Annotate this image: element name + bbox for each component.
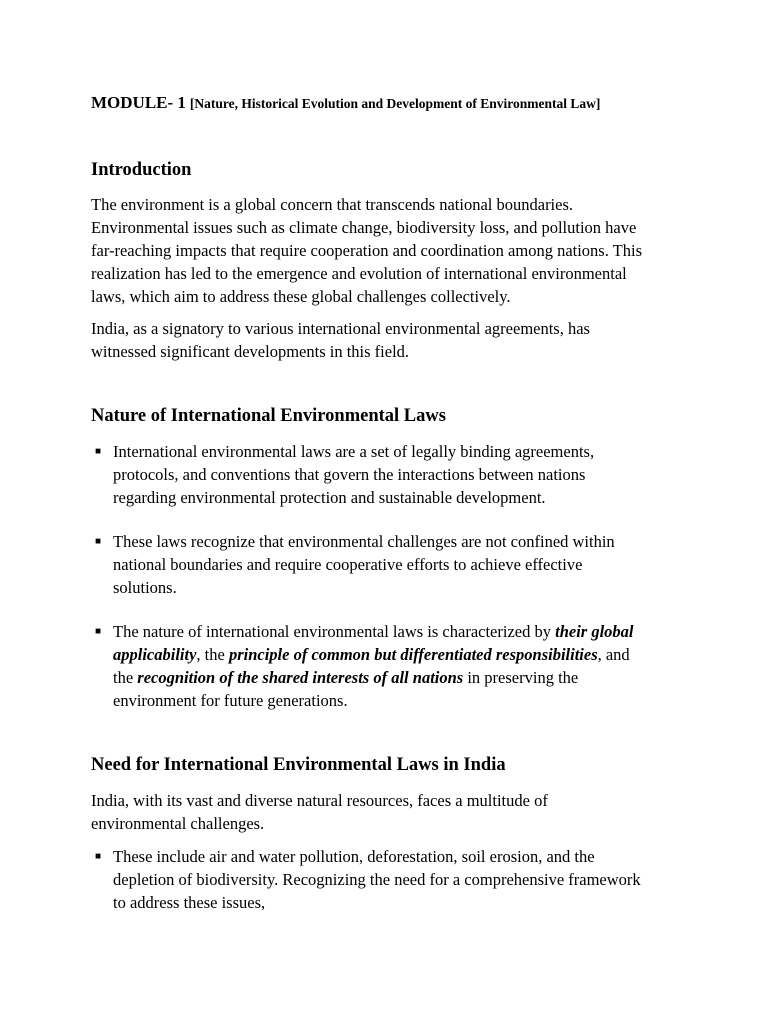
introduction-heading: Introduction (91, 160, 192, 180)
square-bullet-icon: ■ (94, 536, 102, 547)
nature-bullet-1: ■ International environmental laws are a set of legally binding agreements, protocols, and conventions that govern the interactions between nations regarding environmental protection and sustainable development. (91, 440, 691, 509)
module-title (91, 93, 600, 113)
module-subtitle: [Nature, Historical Evolution and Development of Environmental Law] (189, 96, 601, 111)
need-bullet-1: ■ These include air and water pollution, deforestation, soil erosion, and the depletion of biodiversity. Recognizing the need for a comprehensive framework to address these issues, (91, 845, 691, 914)
nature-heading: Nature of International Environmental Laws (91, 406, 446, 426)
square-bullet-icon: ■ (94, 446, 102, 457)
square-bullet-icon: ■ (94, 626, 102, 637)
nature-bullet-3: ■ The nature of international environmental laws is characterized by their global applicability, the principle of common but differentiated responsibilities, and the recognition of the shared interests of all nations in preserving the environment for future generations. (91, 620, 691, 712)
need-paragraph: India, with its vast and diverse natural resources, faces a multitude of environmental challenges. (91, 791, 548, 833)
intro-paragraph-2: India, as a signatory to various international environmental agreements, has witnessed significant developments in this field. (91, 319, 590, 361)
need-heading: Need for International Environmental Laws in India (91, 755, 506, 775)
nature-bullet-2: ■ These laws recognize that environmental challenges are not confined within national boundaries and require cooperative efforts to achieve effective solutions. (91, 530, 691, 599)
module-label: MODULE- 1 (91, 93, 186, 112)
square-bullet-icon: ■ (94, 851, 102, 862)
intro-paragraph-1: The environment is a global concern that transcends national boundaries. Environmental issues such as climate change, biodiversity loss, and pollution have far-reaching impacts that require cooperation and coordination among nations. This realization has led to the emergence and evolution of international environmental laws, which aim to address these global challenges collectively. (91, 195, 643, 306)
